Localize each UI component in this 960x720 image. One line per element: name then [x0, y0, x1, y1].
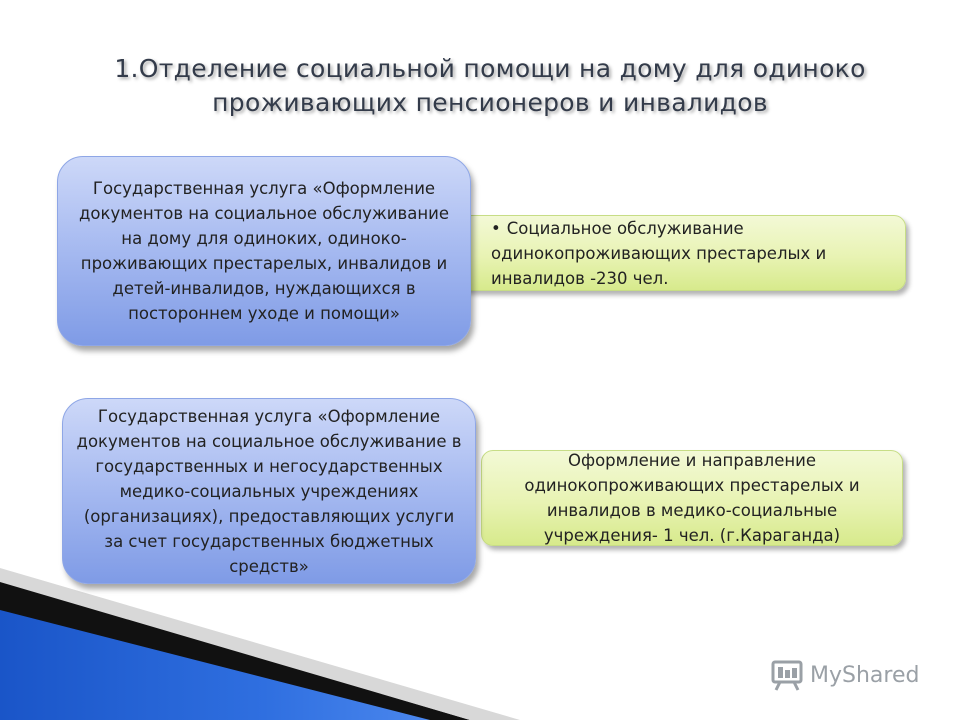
title-line-2: проживающих пенсионеров и инвалидов — [212, 88, 768, 117]
service-box-2 — [62, 398, 476, 584]
title-line-1: 1.Отделение социальной помощи на дому для одиноко — [114, 54, 866, 83]
page-title — [60, 52, 920, 120]
presentation-icon — [770, 658, 804, 692]
service-box-1 — [57, 156, 471, 346]
bullet-icon: • — [491, 218, 501, 238]
watermark-text: MyShared — [810, 662, 920, 688]
result-box-2-text: Оформление и направление одинокопроживающих престарелых и инвалидов в медико-социальные учреждения- 1 чел. (г.Караганда) — [524, 451, 860, 545]
result-box-1 — [460, 215, 906, 291]
decorative-corner-wedge — [0, 560, 960, 720]
result-box-1-text: Социальное обслуживание одинокопроживающих престарелых и инвалидов -230 чел. — [491, 218, 827, 288]
result-box-1-content — [491, 216, 891, 291]
watermark-logo — [770, 655, 919, 695]
service-box-2-text: Государственная услуга «Оформление документов на социальное обслуживание в государственных и негосударственных медико-социальных учреждениях (организациях), предоставляющих услуги за счет государственных бюджетных средств» — [76, 406, 462, 576]
result-box-2 — [481, 450, 903, 546]
service-box-1-text: Государственная услуга «Оформление документов на социальное обслуживание на дому для одиноких, одиноко-проживающих престарелых, инвалидов и детей-инвалидов, нуждающихся в постороннем уходе и помощи» — [79, 179, 449, 323]
